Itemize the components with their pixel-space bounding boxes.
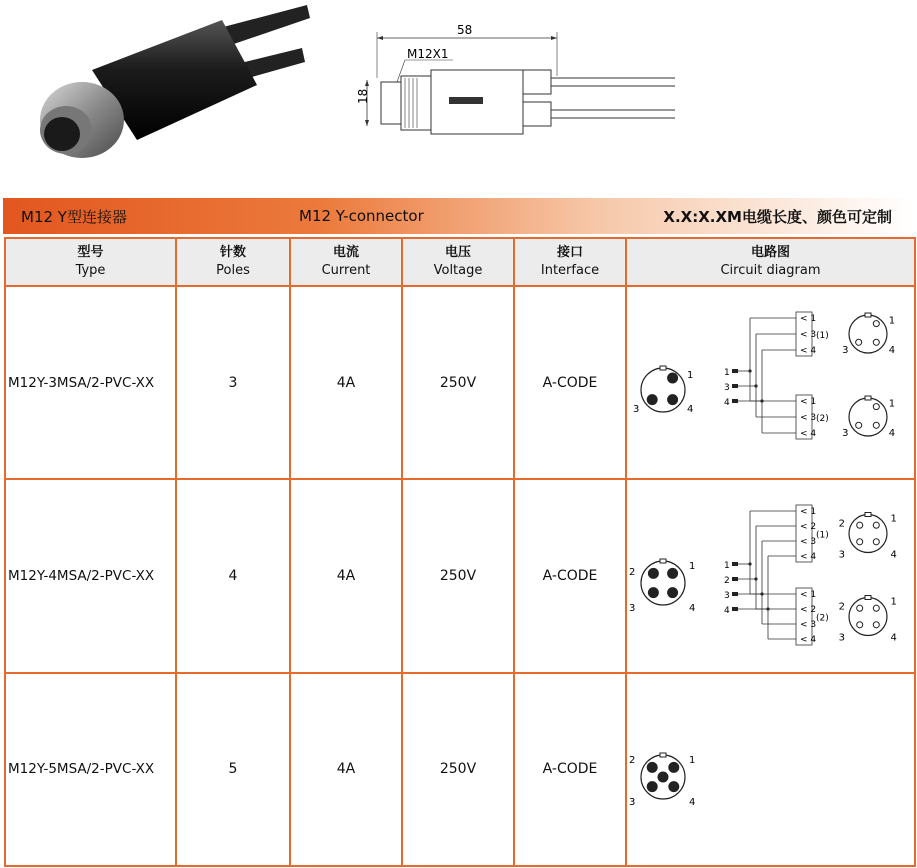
pin-number: 3 — [724, 383, 730, 394]
pin-number: < 2 — [800, 605, 817, 616]
header-type: 型号 Type — [5, 238, 176, 286]
pin-number: < 1 — [800, 397, 817, 408]
header-circuit-diagram: 电路图 Circuit diagram — [626, 238, 915, 286]
header-current: 电流 Current — [290, 238, 402, 286]
pin-number: 2 — [629, 754, 636, 766]
pin-number: 1 — [888, 398, 896, 410]
cell-poles: 5 — [176, 673, 290, 866]
product-photo — [22, 0, 312, 180]
output-label: (1) — [816, 530, 829, 541]
cell-circuit-diagram — [626, 673, 915, 866]
pin-number: < 4 — [800, 346, 817, 357]
banner-note: X.X:X.XM电缆长度、颜色可定制 — [663, 207, 892, 226]
pin-number: 4 — [888, 345, 896, 357]
male-connector-face — [633, 366, 693, 415]
output-label: (2) — [816, 613, 829, 624]
pin-number: 3 — [838, 633, 846, 645]
female-connector-face — [839, 596, 897, 644]
male-connector-face — [629, 559, 695, 614]
pin-number: 3 — [842, 428, 849, 440]
pin-number: 3 — [629, 796, 636, 808]
pin-number: 4 — [724, 606, 730, 617]
pin-number: 3 — [629, 603, 636, 615]
cell-type: M12Y-3MSA/2-PVC-XX — [5, 286, 176, 479]
pin-number: 3 — [633, 404, 640, 416]
female-connector-face — [839, 513, 897, 561]
pin-number: 1 — [888, 315, 896, 327]
cell-type: M12Y-5MSA/2-PVC-XX — [5, 673, 176, 866]
output-label: (1) — [816, 331, 829, 342]
pin-number: 2 — [838, 519, 846, 531]
pin-number: < 3 — [800, 413, 817, 424]
table-header-row — [5, 238, 915, 286]
dim-height-label: 18 — [356, 88, 370, 104]
pin-number: 4 — [689, 796, 696, 808]
table-row — [5, 673, 915, 866]
pin-number: 1 — [687, 370, 694, 382]
cell-voltage: 250V — [402, 479, 514, 672]
wire-terminal — [732, 384, 738, 388]
wire-terminal — [732, 607, 738, 611]
pin-number: 1 — [724, 368, 730, 379]
wire-terminal — [732, 399, 738, 403]
circuit-diagram-5pin — [628, 677, 913, 862]
female-connector-face — [842, 396, 895, 439]
pin-number: 1 — [689, 754, 696, 766]
header-poles: 针数 Poles — [176, 238, 290, 286]
cell-circuit-diagram — [626, 286, 915, 479]
wire-terminal — [732, 369, 738, 373]
pin-number: < 1 — [800, 590, 817, 601]
pin-number: < 3 — [800, 620, 817, 631]
cell-current: 4A — [290, 286, 402, 479]
pin-number: < 1 — [800, 314, 817, 325]
female-connector-face — [842, 313, 895, 356]
wire-terminal — [732, 577, 738, 581]
cell-voltage: 250V — [402, 286, 514, 479]
section-banner — [3, 198, 914, 234]
pin-number: 1 — [689, 561, 696, 573]
dim-width-label: 58 — [457, 23, 473, 37]
circuit-diagram-4pin — [628, 483, 913, 668]
wire-terminal — [732, 562, 738, 566]
pin-number: 4 — [890, 633, 897, 645]
header-voltage: 电压 Voltage — [402, 238, 514, 286]
banner-title-zh: M12 Y型连接器 — [21, 207, 127, 226]
pin-number: < 4 — [800, 635, 817, 646]
table-row — [5, 479, 915, 672]
pin-number: 3 — [838, 550, 846, 562]
pin-number: 4 — [689, 603, 696, 615]
cell-circuit-diagram — [626, 479, 915, 672]
pin-number: < 4 — [800, 429, 817, 440]
cell-poles: 3 — [176, 286, 290, 479]
header-interface: 接口 Interface — [514, 238, 626, 286]
cell-poles: 4 — [176, 479, 290, 672]
cell-interface: A-CODE — [514, 286, 626, 479]
pin-number: < 3 — [800, 537, 817, 548]
pin-number: 1 — [890, 513, 897, 525]
cell-interface: A-CODE — [514, 673, 626, 866]
pin-number: 3 — [724, 591, 730, 602]
pin-number: 4 — [888, 428, 896, 440]
pin-number: < 1 — [800, 507, 817, 518]
pin-number: 2 — [629, 567, 636, 579]
pin-number: < 2 — [800, 522, 817, 533]
male-connector-face — [629, 753, 695, 808]
thread-label: M12X1 — [407, 47, 449, 61]
pin-number: < 4 — [800, 552, 817, 563]
pin-number: < 3 — [800, 330, 817, 341]
pin-number: 4 — [890, 550, 897, 562]
dimension-drawing — [345, 18, 685, 138]
pin-number: 1 — [724, 561, 730, 572]
output-label: (2) — [816, 414, 829, 425]
cell-current: 4A — [290, 673, 402, 866]
cell-interface: A-CODE — [514, 479, 626, 672]
spec-table — [4, 237, 916, 867]
cell-voltage: 250V — [402, 673, 514, 866]
pin-number: 1 — [890, 596, 897, 608]
pin-number: 2 — [838, 602, 846, 614]
pin-number: 2 — [724, 576, 730, 587]
cell-current: 4A — [290, 479, 402, 672]
table-row — [5, 286, 915, 479]
wire-terminal — [732, 592, 738, 596]
banner-title-en: M12 Y-connector — [299, 207, 424, 225]
pin-number: 4 — [687, 404, 694, 416]
pin-number: 3 — [842, 345, 849, 357]
pin-number: 4 — [724, 398, 730, 409]
cell-type: M12Y-4MSA/2-PVC-XX — [5, 479, 176, 672]
circuit-diagram-3pin — [628, 290, 913, 475]
